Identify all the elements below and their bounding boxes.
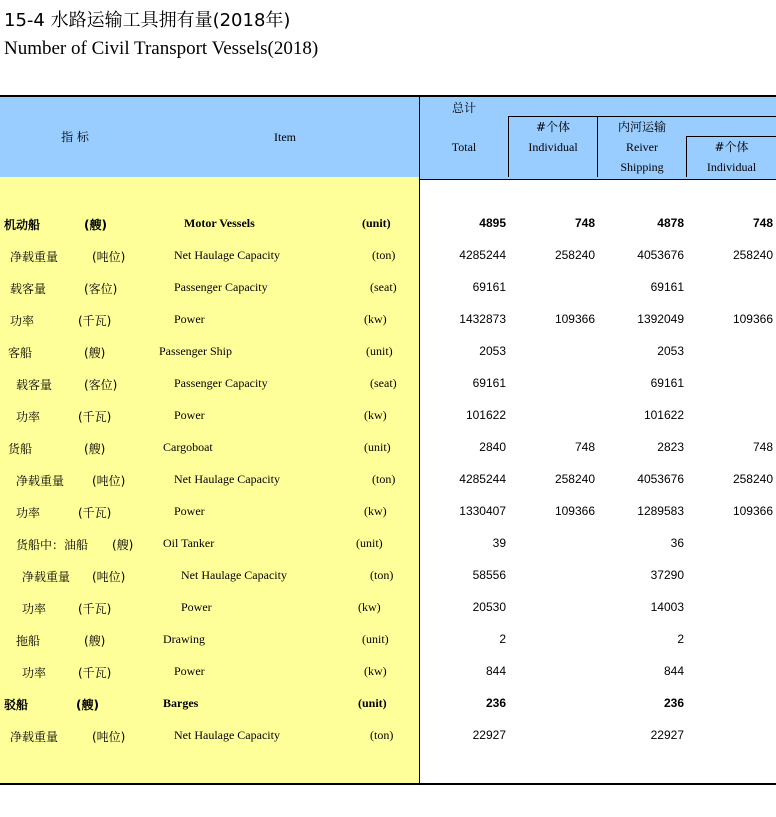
table-row (0, 720, 776, 752)
table-row (0, 464, 776, 496)
row-label-cn: 净载重量 (10, 250, 59, 264)
cell-individual: 258240 (554, 472, 595, 486)
cell-total: 39 (492, 536, 506, 550)
page-title-en: Number of Civil Transport Vessels(2018) (4, 38, 319, 59)
cell-inland: 69161 (650, 376, 684, 390)
row-unit-en: (unit) (362, 216, 391, 230)
cell-inland: 2 (677, 632, 684, 646)
row-unit-en: (kw) (364, 312, 387, 326)
row-label-en: Power (174, 664, 205, 678)
cell-total: 4895 (479, 216, 506, 230)
cell-inland-individual: 109366 (732, 312, 773, 326)
cell-inland: 4053676 (637, 472, 684, 486)
table-row (0, 528, 776, 560)
row-unit-cn: (千瓦) (78, 666, 112, 680)
cell-total: 69161 (472, 280, 506, 294)
header-indicator: 指 标 (61, 130, 89, 144)
divider (508, 116, 509, 177)
header-inland-individual-cn: #个体 (714, 140, 749, 154)
cell-total: 1330407 (459, 504, 506, 518)
row-unit-en: (seat) (370, 280, 397, 294)
cell-inland: 1289583 (637, 504, 684, 518)
page-title-cn: 15-4 水路运输工具拥有量(2018年) (4, 10, 291, 31)
cell-total: 4285244 (459, 248, 506, 262)
row-unit-cn: (艘) (84, 634, 106, 648)
table-bottom-border (0, 783, 776, 785)
row-unit-cn: (艘) (76, 698, 99, 712)
row-unit-cn: (吨位) (92, 250, 126, 264)
cell-inland: 4053676 (637, 248, 684, 262)
row-unit-cn: (千瓦) (78, 314, 112, 328)
row-label-en: Power (174, 312, 205, 326)
header-item: Item (274, 130, 296, 144)
row-unit-en: (unit) (358, 696, 387, 710)
row-label-en: Power (181, 600, 212, 614)
header-individual-cn: #个体 (535, 120, 571, 134)
row-unit-en: (kw) (364, 504, 387, 518)
divider (686, 136, 776, 137)
row-unit-en: (ton) (372, 248, 396, 262)
cell-total: 58556 (472, 568, 506, 582)
row-label-cn: 载客量 (10, 282, 47, 296)
cell-inland-individual: 109366 (732, 504, 773, 518)
row-label-en: Drawing (163, 632, 205, 646)
row-unit-cn: (千瓦) (78, 506, 112, 520)
table-row (0, 240, 776, 272)
header-individual-en: Individual (528, 140, 578, 154)
row-label-en: Passenger Capacity (174, 376, 268, 390)
row-label-en: Power (174, 504, 205, 518)
table-header (0, 95, 776, 180)
row-label-en: Net Haulage Capacity (174, 728, 280, 742)
table-row (0, 592, 776, 624)
table-row (0, 336, 776, 368)
cell-inland: 14003 (650, 600, 684, 614)
row-label-cn: 功率 (16, 506, 41, 520)
cell-inland: 22927 (650, 728, 684, 742)
row-label-cn: 机动船 (4, 218, 41, 232)
header-total-en: Total (451, 140, 477, 154)
row-unit-cn: (客位) (84, 378, 118, 392)
row-unit-en: (kw) (364, 408, 387, 422)
row-unit-cn: (艘) (84, 442, 106, 456)
row-unit-en: (ton) (370, 568, 394, 582)
row-label-en: Net Haulage Capacity (174, 472, 280, 486)
cell-inland: 236 (663, 696, 684, 710)
row-label-cn: 货船 (8, 442, 33, 456)
row-label-en: Power (174, 408, 205, 422)
row-label-en: Barges (163, 696, 199, 710)
cell-total: 1432873 (459, 312, 506, 326)
cell-inland: 101622 (643, 408, 684, 422)
header-total-cn: 总计 (451, 101, 476, 115)
cell-total: 4285244 (459, 472, 506, 486)
cell-individual: 109366 (554, 504, 595, 518)
row-label-cn: 货船中：油船 (16, 538, 89, 552)
table-row (0, 208, 776, 240)
cell-inland-individual: 748 (752, 440, 773, 454)
row-unit-cn: (吨位) (92, 474, 126, 488)
table-row (0, 432, 776, 464)
row-label-cn: 拖船 (16, 634, 41, 648)
header-inland-cn: 内河运输 (617, 120, 666, 134)
row-label-cn: 客船 (8, 346, 33, 360)
row-unit-en: (unit) (356, 536, 383, 550)
table-row (0, 656, 776, 688)
row-unit-en: (unit) (362, 632, 389, 646)
row-unit-en: (unit) (364, 440, 391, 454)
header-inland-individual-en: Individual (706, 160, 757, 174)
cell-inland-individual: 748 (752, 216, 773, 230)
table-row (0, 560, 776, 592)
table-row (0, 368, 776, 400)
table-row (0, 688, 776, 720)
row-label-cn: 功率 (22, 666, 47, 680)
table-row (0, 400, 776, 432)
cell-total: 2840 (479, 440, 506, 454)
cell-inland: 2053 (657, 344, 684, 358)
cell-total: 844 (485, 664, 506, 678)
table-row (0, 496, 776, 528)
row-label-cn: 功率 (22, 602, 47, 616)
row-label-en: Cargoboat (163, 440, 213, 454)
row-unit-cn: (艘) (84, 346, 106, 360)
row-unit-cn: (千瓦) (78, 602, 112, 616)
header-inland-en-2: Shipping (620, 160, 664, 174)
cell-inland: 4878 (657, 216, 684, 230)
row-unit-en: (ton) (370, 728, 394, 742)
row-label-en: Motor Vessels (184, 216, 255, 230)
row-unit-en: (kw) (358, 600, 381, 614)
row-label-cn: 净载重量 (22, 570, 71, 584)
row-unit-en: (kw) (364, 664, 387, 678)
cell-total: 236 (485, 696, 506, 710)
cell-total: 2 (499, 632, 506, 646)
row-unit-cn: (艘) (84, 218, 107, 232)
cell-total: 2053 (479, 344, 506, 358)
row-unit-cn: (千瓦) (78, 410, 112, 424)
row-unit-cn: (艘) (112, 538, 134, 552)
row-label-cn: 功率 (10, 314, 35, 328)
cell-inland: 844 (663, 664, 684, 678)
row-label-cn: 净载重量 (10, 730, 59, 744)
row-label-cn: 净载重量 (16, 474, 65, 488)
cell-individual: 748 (574, 216, 595, 230)
cell-individual: 748 (574, 440, 595, 454)
row-unit-cn: (吨位) (92, 730, 126, 744)
row-label-en: Oil Tanker (163, 536, 215, 550)
row-label-cn: 功率 (16, 410, 41, 424)
row-label-en: Net Haulage Capacity (174, 248, 280, 262)
divider (686, 136, 687, 177)
cell-total: 101622 (465, 408, 506, 422)
cell-inland-individual: 258240 (732, 472, 773, 486)
divider (508, 116, 776, 117)
cell-total: 20530 (472, 600, 506, 614)
row-label-cn: 驳船 (4, 698, 29, 712)
row-unit-cn: (吨位) (92, 570, 126, 584)
row-label-en: Passenger Ship (159, 344, 232, 358)
header-inland-en-1: Reiver (626, 140, 658, 154)
row-unit-en: (ton) (372, 472, 396, 486)
cell-inland: 1392049 (637, 312, 684, 326)
table-row (0, 272, 776, 304)
cell-individual: 258240 (554, 248, 595, 262)
cell-total: 22927 (472, 728, 506, 742)
divider (597, 116, 598, 177)
cell-inland: 2823 (657, 440, 684, 454)
row-unit-cn: (客位) (84, 282, 118, 296)
cell-total: 69161 (472, 376, 506, 390)
cell-inland: 37290 (650, 568, 684, 582)
row-unit-en: (unit) (366, 344, 393, 358)
row-unit-en: (seat) (370, 376, 397, 390)
cell-individual: 109366 (554, 312, 595, 326)
table-row (0, 624, 776, 656)
cell-inland: 69161 (650, 280, 684, 294)
row-label-en: Passenger Capacity (174, 280, 268, 294)
row-label-en: Net Haulage Capacity (181, 568, 287, 582)
cell-inland: 36 (670, 536, 684, 550)
row-label-cn: 载客量 (16, 378, 53, 392)
cell-inland-individual: 258240 (732, 248, 773, 262)
table-row (0, 304, 776, 336)
